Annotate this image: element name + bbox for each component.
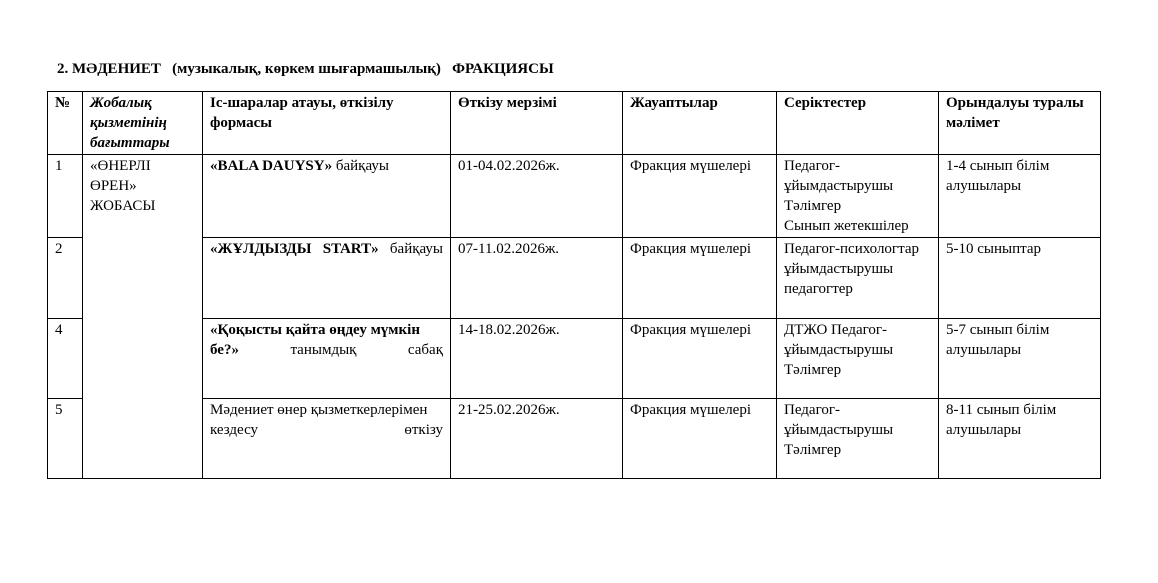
partner-line: Педагог-ұйымдастырушы (784, 158, 894, 194)
event-name-rest: Мәдениет өнер қызметкерлерімен кездесу өткізу (210, 402, 443, 438)
event-date: 07-11.02.2026ж. (451, 238, 623, 319)
execution-info: 8-11 сынып білім алушылары (939, 399, 1101, 479)
event-name-bold: «ЖҰЛДЫЗДЫ START» (210, 241, 379, 257)
project-direction: «ӨНЕРЛІ ӨРЕН» ЖОБАСЫ (83, 155, 203, 479)
event-name (203, 319, 451, 399)
partner-line: ұйымдастырушы педагогтер (784, 261, 894, 297)
event-name-rest: байқауы (378, 241, 443, 257)
responsible: Фракция мүшелері (623, 399, 777, 479)
execution-info: 5-10 сыныптар (939, 238, 1101, 319)
event-name (203, 155, 451, 238)
partner-line: Педагог-ұйымдастырушы (784, 402, 894, 438)
partner-line: ДТЖО Педагог-ұйымдастырушы (784, 322, 894, 358)
row-num: 2 (48, 238, 83, 319)
event-name-rest: танымдық сабақ (238, 342, 443, 358)
partners (777, 319, 939, 399)
header-num: № (48, 92, 83, 155)
header-date: Өткізу мерзімі (451, 92, 623, 155)
responsible: Фракция мүшелері (623, 319, 777, 399)
event-name-bold: «Қоқысты қайта өңдеу мүмкін бе?» (210, 322, 420, 358)
partner-line: Педагог-психологтар (784, 241, 919, 257)
row-num: 4 (48, 319, 83, 399)
event-name-rest: байқауы (332, 158, 389, 174)
header-partners: Серіктестер (777, 92, 939, 155)
row-num: 1 (48, 155, 83, 238)
responsible: Фракция мүшелері (623, 238, 777, 319)
event-date: 14-18.02.2026ж. (451, 319, 623, 399)
faction-plan-table (47, 91, 1101, 479)
execution-info: 1-4 сынып білім алушылары (939, 155, 1101, 238)
event-date: 21-25.02.2026ж. (451, 399, 623, 479)
execution-info: 5-7 сынып білім алушылары (939, 319, 1101, 399)
partner-line: Сынып жетекшілер (784, 218, 909, 234)
event-name (203, 399, 451, 479)
partners (777, 238, 939, 319)
partners (777, 155, 939, 238)
document-title: 2. МӘДЕНИЕТ (музыкалық, көркем шығармашылық) ФРАКЦИЯСЫ (57, 61, 554, 77)
table-row (48, 238, 1101, 319)
table-row (48, 399, 1101, 479)
table-row (48, 155, 1101, 238)
header-event: Іс-шаралар атауы, өткізілу формасы (203, 92, 451, 155)
partner-line: Тәлімгер (784, 198, 842, 214)
partner-line: Тәлімгер (784, 442, 842, 458)
header-direction: Жобалық қызметінің бағыттары (83, 92, 203, 155)
event-date: 01-04.02.2026ж. (451, 155, 623, 238)
responsible: Фракция мүшелері (623, 155, 777, 238)
table-header-row (48, 92, 1101, 155)
partner-line: Тәлімгер (784, 362, 842, 378)
event-name-bold: «BALA DAUYSY» (210, 158, 333, 174)
partners (777, 399, 939, 479)
table-row (48, 319, 1101, 399)
event-name (203, 238, 451, 319)
row-num: 5 (48, 399, 83, 479)
header-responsible: Жауаптылар (623, 92, 777, 155)
header-info: Орындалуы туралы мәлімет (939, 92, 1101, 155)
